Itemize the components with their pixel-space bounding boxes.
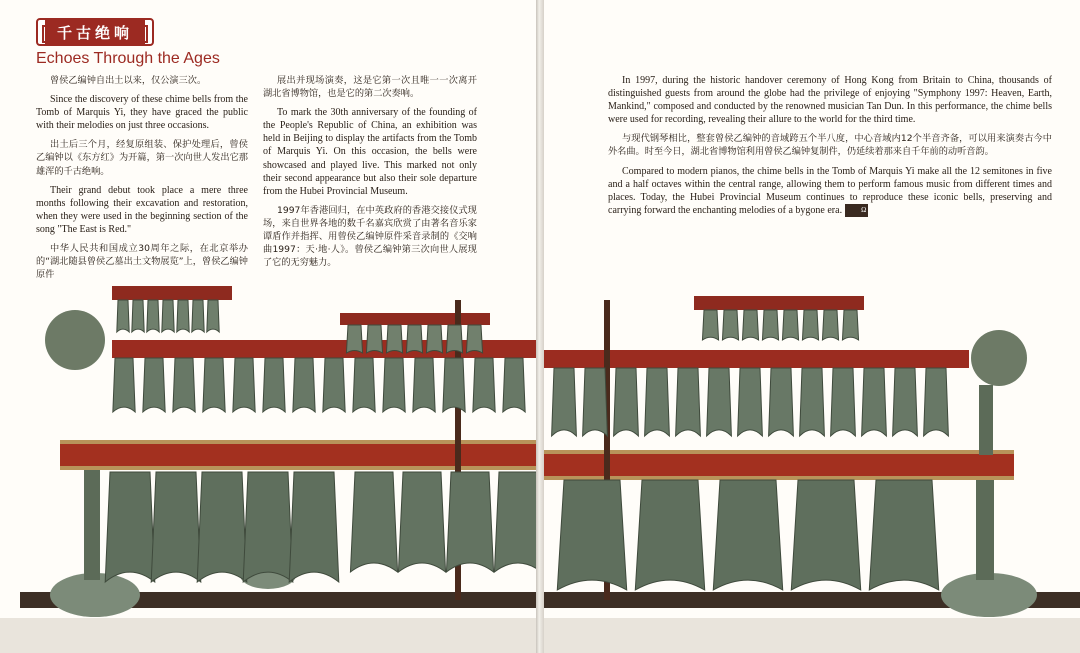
chime-bell: [473, 358, 495, 412]
chime-bell: [842, 310, 858, 340]
chime-bell: [446, 325, 462, 353]
chime-bell: [742, 310, 758, 340]
chime-bell: [105, 472, 155, 582]
bronze-ornament: [45, 310, 105, 370]
chime-bell: [862, 368, 887, 436]
chime-bell: [398, 472, 445, 572]
chime-bell: [702, 310, 718, 340]
chime-bell: [831, 368, 856, 436]
bronze-figure: [84, 470, 100, 580]
chime-bell: [346, 325, 362, 353]
chime-bell: [366, 325, 382, 353]
chime-bell: [413, 358, 435, 412]
end-mark-icon: Ω: [845, 204, 868, 217]
paragraph-zh: 曾侯乙编钟自出土以来，仅公演三次。: [50, 75, 207, 86]
right-page: [544, 0, 1080, 653]
chime-bell: [791, 480, 860, 590]
chime-bell: [151, 472, 201, 582]
chime-bell: [383, 358, 405, 412]
chime-bell: [289, 472, 339, 582]
chime-bell: [769, 368, 794, 436]
chime-bell: [353, 358, 375, 412]
chime-bell: [350, 472, 397, 572]
lower-rack-beam: [60, 440, 536, 470]
paragraph-en: To mark the 30th anniversary of the founding of the People's Republic of China, an exhibition was held in Beijing to display the artifacts from the Tomb of Marquis Yi. On this occasion, the bells were showcased and played live. This marked not only their second appearance but also their sole departure from the Hubei Provincial Museum.: [263, 107, 477, 197]
book-gutter: [536, 0, 544, 653]
chime-bell: [614, 368, 639, 436]
chime-bell: [197, 472, 247, 582]
chime-bell: [426, 325, 442, 353]
chime-bell: [293, 358, 315, 412]
chime-bell: [738, 368, 763, 436]
chime-bell: [386, 325, 402, 353]
chime-bell: [822, 310, 838, 340]
chime-bell: [132, 300, 144, 332]
chime-bell: [446, 472, 493, 572]
chime-bell: [173, 358, 195, 412]
chime-bell: [162, 300, 174, 332]
chime-bell: [800, 368, 825, 436]
chime-bell: [147, 300, 159, 332]
banner-text: 千古绝响: [45, 20, 145, 45]
bronze-figure: [979, 385, 993, 455]
chime-bell: [893, 368, 918, 436]
lower-rack-beam: [544, 450, 1014, 480]
chime-bell: [494, 472, 536, 572]
upper-rack-beam: [112, 286, 232, 300]
chime-bell: [552, 368, 577, 436]
chime-bell: [635, 480, 704, 590]
chime-bell: [762, 310, 778, 340]
chime-bells-photo-right: [544, 0, 1080, 653]
chime-bell: [113, 358, 135, 412]
chime-bells-photo-left: [0, 0, 536, 653]
chime-bell: [323, 358, 345, 412]
chime-bell: [143, 358, 165, 412]
paragraph-zh: 出土后三个月，经复原组装、保护处理后，曾侯乙编钟以《东方红》为开篇，第一次向世人发出它那雄浑的千古绝响。: [36, 139, 248, 177]
chime-bell: [243, 472, 293, 582]
chime-bell: [645, 368, 670, 436]
paragraph-zh: 1997年香港回归，在中英政府的香港交接仪式现场，来自世界各地的数千名嘉宾欣赏了由著名音乐家谭盾作并指挥、用曾侯乙编钟原件采音录制的《交响曲1997：天·地·人》。曾侯乙编钟第三次向世人展现了它的无穷魅力。: [263, 204, 477, 269]
chime-bell: [233, 358, 255, 412]
chime-bell: [192, 300, 204, 332]
chime-bell: [263, 358, 285, 412]
bronze-ornament: [971, 330, 1027, 386]
bronze-figure: [976, 480, 994, 580]
chime-bell: [117, 300, 129, 332]
page-title: Echoes Through the Ages: [36, 50, 220, 67]
chime-bell: [924, 368, 949, 436]
chime-bell: [583, 368, 608, 436]
paragraph-zh: 展出并现场演奏，这是它第一次且唯一一次离开湖北省博物馆，也是它的第二次奏响。: [263, 75, 477, 100]
paragraph-zh: 中华人民共和国成立30周年之际，在北京举办的“湖北随县曾侯乙墓出土文物展览”上，曾侯乙编钟原件: [36, 243, 248, 281]
left-page: [0, 0, 536, 653]
chime-bell: [503, 358, 525, 412]
chime-bell: [557, 480, 626, 590]
chime-bell: [707, 368, 732, 436]
chime-bell: [466, 325, 482, 353]
chime-bell: [207, 300, 219, 332]
chime-bell: [869, 480, 938, 590]
paragraph-en: Their grand debut took place a mere three months following their excavation and restoration, when they were used in the beginning section of the song "The East is Red.": [36, 184, 248, 235]
chime-bell: [177, 300, 189, 332]
upper-rack-beam: [340, 313, 490, 325]
paragraph-en: Since the discovery of these chime bells from the Tomb of Marquis Yi, they have graced the public with their melodies on just three occasions.: [36, 94, 248, 132]
chime-bell: [406, 325, 422, 353]
paragraph-en: In 1997, during the historic handover ceremony of Hong Kong from Britain to China, thousands of distinguished guests from around the globe had the privilege of enjoying "Symphony 1997: Heaven, Earth, Mankind," composed and conducted by the renowned musician Tan Dun. In this performance, the chime bells were used for recording, revealing their allure to the world for the third time.: [608, 75, 1052, 126]
chime-bell: [713, 480, 782, 590]
paragraph-en: Compared to modern pianos, the chime bells in the Tomb of Marquis Yi make all the 12 semitones in five and a half octaves within the central range, allowing them to perform famous music from different times and places. Today, the Hubei Provincial Museum continues to reproduce these iconic bells, preserving and carrying forward the enchanting melodies of a bygone era. Ω: [608, 165, 1052, 216]
paragraph-zh: 与现代钢琴相比，整套曾侯乙编钟的音域跨五个半八度，中心音域内12个半音齐备，可以用来演奏古今中外名曲。时至今日，湖北省博物馆利用曾侯乙编钟复制件，仍延续着那来自千年前的动听音韵。: [608, 133, 1052, 158]
chime-bell: [802, 310, 818, 340]
chime-bell: [203, 358, 225, 412]
upper-rack-beam: [694, 296, 864, 310]
chime-bell: [443, 358, 465, 412]
chime-bell: [782, 310, 798, 340]
chime-bell: [676, 368, 701, 436]
chime-bell: [722, 310, 738, 340]
